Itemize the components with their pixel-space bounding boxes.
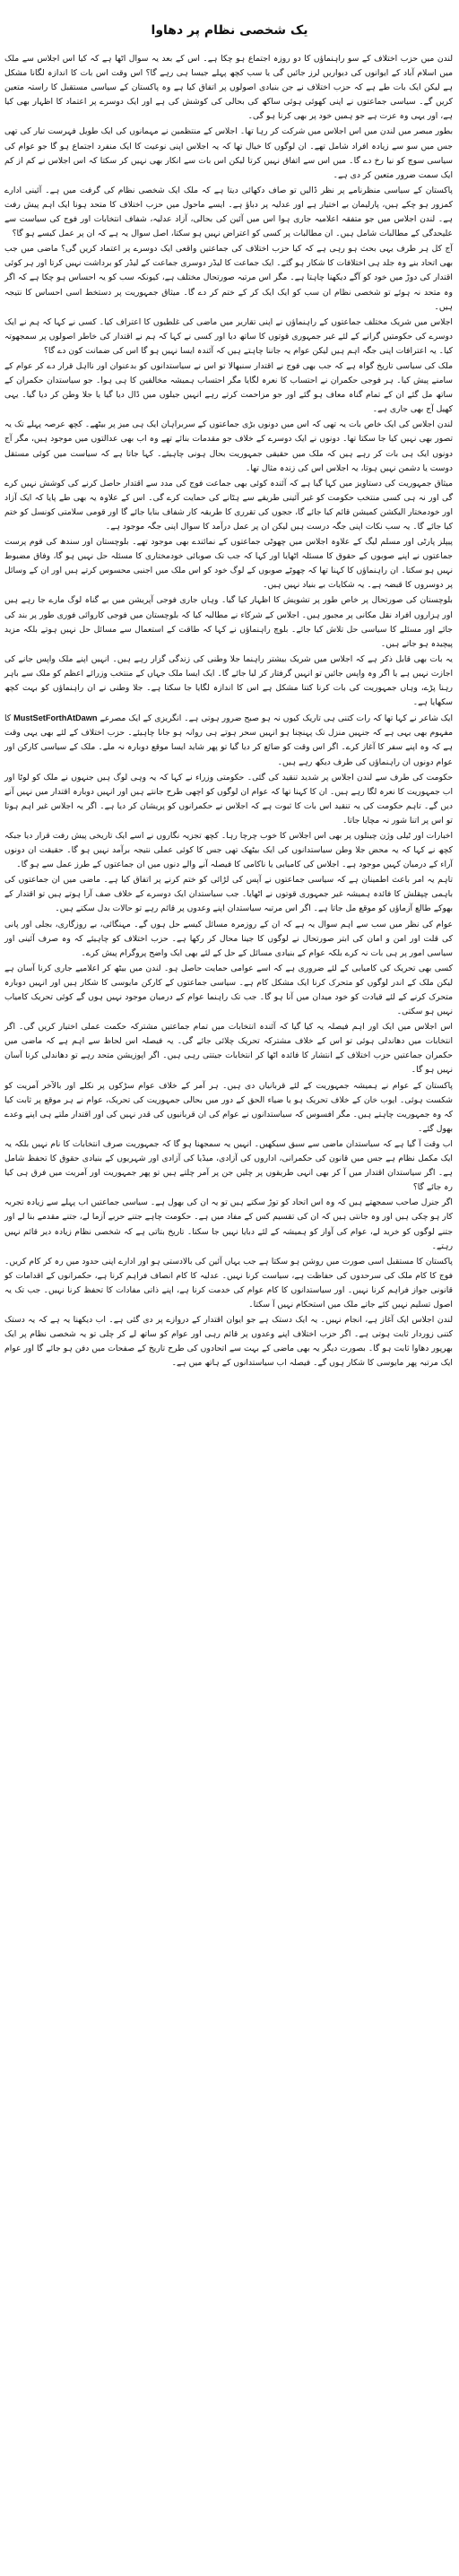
article-body [0,52,459,1370]
article-paragraph: تاہم یہ امر باعث اطمینان ہے کہ سیاسی جماعتوں نے آپس کی لڑائی کو ختم کرنے پر اتفاق کیا ہے۔ ماضی میں ان جماعتوں کی باہمی چپقلش کا فائدہ ہمیشہ غیر جمہوری قوتوں نے اٹھایا۔ جب سیاستدان ایک دوسرے کے خلاف صف آرا ہوتے ہیں تو اقتدار کے بھوکے طالع آزماؤں کو موقع مل جاتا ہے۔ اگر اس مرتبہ سیاستدان اپنے وعدوں پر قائم رہے تو حالات بدل سکتے ہیں۔ [4,875,453,914]
article-paragraph: بطور مبصر میں لندن میں اس اجلاس میں شرکت کر رہا تھا۔ اجلاس کے منتظمین نے مہمانوں کی ایک طویل فہرست تیار کی تھی جس میں سو سے زیادہ افراد شامل تھے۔ ان لوگوں کا خیال تھا کہ یہ اجلاس اپنی نوعیت کا ایک منفرد اجتماع ہو گا جو عوام کی سیاسی سوچ کو نیا رخ دے گا۔ میں اس سے اتفاق نہیں کرتا لیکن اس بات سے انکار بھی نہیں کر سکتا کہ اس اجلاس نے کم از کم ایک سمت ضرور متعین کر دی ہے۔ [4,126,453,180]
article-paragraph: بلوچستان کی صورتحال پر خاص طور پر تشویش کا اظہار کیا گیا۔ وہاں جاری فوجی آپریشن میں بے گناہ لوگ مارے جا رہے ہیں اور ہزاروں افراد نقل مکانی پر مجبور ہیں۔ اجلاس کے شرکاء نے مطالبہ کیا کہ بلوچستان میں فوجی کاروائی فوری طور پر بند کی جائے اور مسئلے کا سیاسی حل تلاش کیا جائے۔ بلوچ راہنماؤں نے کہا کہ طاقت کے استعمال سے مسائل حل نہیں ہوتے بلکہ مزید پیچیدہ ہو جاتے ہیں۔ [4,595,453,649]
article-paragraph: یہ بات بھی قابل ذکر ہے کہ اجلاس میں شریک بیشتر راہنما جلا وطنی کی زندگی گزار رہے ہیں۔ انہیں اپنے ملک واپس جانے کی اجازت نہیں ہے یا اگر وہ واپس جائیں تو انہیں گرفتار کر لیا جائے گا۔ ایک ایسا ملک جہاں کے منتخب وزرائے اعظم کو ملک سے باہر رہنا پڑے، وہاں جمہوریت کی بات کرنا کتنا مشکل ہے اس کا اندازہ لگایا جا سکتا ہے۔ جلا وطنی نے ان راہنماؤں کو بہت کچھ سکھایا ہے۔ [4,653,453,708]
article-paragraph: اب وقت آ گیا ہے کہ سیاستدان ماضی سے سبق سیکھیں۔ انہیں یہ سمجھنا ہو گا کہ جمہوریت صرف انتخابات کا نام نہیں بلکہ یہ ایک مکمل نظام ہے جس میں قانون کی حکمرانی، اداروں کی آزادی، میڈیا کی آزادی اور شہریوں کے بنیادی حقوق کا تحفظ شامل ہے۔ اگر سیاستدان اقتدار میں آ کر بھی انہی طریقوں پر چلیں جن پر آمر چلتے ہیں تو پھر جمہوریت اور آمریت میں فرق ہی کیا رہ جائے گا؟ [4,1138,453,1193]
article-paragraph: اجلاس میں شریک مختلف جماعتوں کے راہنماؤں نے اپنی تقاریر میں ماضی کی غلطیوں کا اعتراف کیا۔ کسی نے کہا کہ ہم نے ایک دوسرے کی حکومتیں گرانے کے لئے غیر جمہوری قوتوں کا ساتھ دیا اور کسی نے کہا کہ ہم نے اقتدار کی خاطر اصولوں پر سمجھوتہ کیا۔ یہ اعترافات اپنی جگہ اہم ہیں لیکن عوام یہ جاننا چاہتے ہیں کہ آئندہ ایسا نہیں ہو گا اس کی ضمانت کون دے گا؟ [4,316,453,356]
article-paragraph: کسی بھی تحریک کی کامیابی کے لئے ضروری ہے کہ اسے عوامی حمایت حاصل ہو۔ لندن میں بیٹھ کر اعلامیے جاری کرنا آسان ہے لیکن ملک کے اندر لوگوں کو متحرک کرنا ایک مشکل کام ہے۔ سیاسی جماعتوں کے کارکن مایوسی کا شکار ہیں اور انہیں دوبارہ متحرک کرنے کے لئے قیادت کو خود میدان میں آنا ہو گا۔ جب تک راہنما عوام کے درمیان موجود نہیں ہوں گے کوئی تحریک کامیاب نہیں ہو سکتی۔ [4,963,453,1017]
article-paragraph: اخبارات اور ٹیلی وژن چینلوں پر بھی اس اجلاس کا خوب چرچا رہا۔ کچھ تجزیہ نگاروں نے اسے ایک تاریخی پیش رفت قرار دیا جبکہ کچھ نے کہا کہ یہ محض جلا وطن سیاستدانوں کی ایک بیٹھک تھی جس کا کوئی عملی نتیجہ برآمد نہیں ہو گا۔ حقیقت ان دونوں آراء کے درمیان کہیں موجود ہے۔ اجلاس کی کامیابی یا ناکامی کا فیصلہ آنے والے دنوں میں ان جماعتوں کے طرز عمل سے ہو گا۔ [4,830,453,870]
article-paragraph: میثاق جمہوریت کی دستاویز میں کہا گیا ہے کہ آئندہ کوئی بھی جماعت فوج کی مدد سے اقتدار حاصل کرنے کی کوشش نہیں کرے گی اور نہ ہی کسی منتخب حکومت کو غیر آئینی طریقے سے ہٹانے کی حمایت کرے گی۔ اس کے علاوہ یہ بھی طے پایا کہ ایک آزاد اور خودمختار الیکشن کمیشن قائم کیا جائے گا، ججوں کی تقرری کا طریقہ کار شفاف بنایا جائے گا اور قومی سلامتی کونسل کو ختم کیا جائے گا۔ یہ سب نکات اپنی جگہ درست ہیں لیکن ان پر عمل درآمد کا سوال اپنی جگہ موجود ہے۔ [4,478,453,532]
article-paragraph: اگر جنرل صاحب سمجھتے ہیں کہ وہ اس اتحاد کو توڑ سکتے ہیں تو یہ ان کی بھول ہے۔ سیاسی جماعتیں اب پہلے سے زیادہ تجربہ کار ہو چکی ہیں اور وہ جانتی ہیں کہ ان کی تقسیم کس کے مفاد میں ہے۔ حکومت چاہے جتنے حربے آزما لے، جتنے مقدمے بنا لے اور جتنے لوگوں کو خرید لے، عوام کی آواز کو ہمیشہ کے لئے دبایا نہیں جا سکتا۔ تاریخ بتاتی ہے کہ شخصی نظام زیادہ دیر قائم نہیں رہتے۔ [4,1197,453,1251]
article-paragraph: پاکستان کے سیاسی منظرنامے پر نظر ڈالیں تو صاف دکھائی دیتا ہے کہ ملک ایک شخصی نظام کی گرفت میں ہے۔ آئینی ادارے کمزور ہو چکے ہیں، پارلیمان بے اختیار ہے اور عدلیہ پر دباؤ ہے۔ ایسے ماحول میں حزب اختلاف کا متحد ہونا ایک اہم پیش رفت ہے۔ لندن اجلاس میں جو متفقہ اعلامیہ جاری ہوا اس میں آئین کی بحالی، آزاد عدلیہ، شفاف انتخابات اور فوج کی سیاست سے علیحدگی کے مطالبات شامل ہیں۔ ان مطالبات پر کسی کو اعتراض نہیں ہو سکتا، اصل سوال یہ ہے کہ ان پر عمل کیسے ہو گا؟ [4,185,453,239]
article-paragraph: آج کل ہر طرف یہی بحث ہو رہی ہے کہ کیا حزب اختلاف کی جماعتیں واقعی ایک دوسرے پر اعتماد کریں گی؟ ماضی میں جب بھی اتحاد بنے وہ جلد ہی اختلافات کا شکار ہو گئے۔ ایک جماعت کا لیڈر دوسری جماعت کے لیڈر کو برداشت نہیں کرتا اور ہر کوئی اقتدار کی دوڑ میں خود کو آگے دیکھنا چاہتا ہے۔ مگر اس مرتبہ صورتحال مختلف ہے، کیونکہ سب کو یہ احساس ہو چکا ہے کہ اگر وہ متحد نہ ہوئے تو شخصی نظام ان سب کو ایک ایک کر کے ختم کر دے گا۔ میثاق جمہوریت پر دستخط اسی احساس کا نتیجہ ہیں۔ [4,244,453,312]
article-paragraph: لندن اجلاس ایک آغاز ہے، انجام نہیں۔ یہ ایک دستک ہے جو ایوان اقتدار کے دروازے پر دی گئی ہے۔ اب دیکھنا یہ ہے کہ یہ دستک کتنی زوردار ثابت ہوتی ہے۔ اگر حزب اختلاف اپنے وعدوں پر قائم رہی اور عوام کو ساتھ لے کر چلی تو یہ شخصی نظام پر ایک بھرپور دھاوا ثابت ہو گا۔ بصورت دیگر یہ بھی ماضی کے بہت سے اتحادوں کی طرح تاریخ کے صفحات میں دفن ہو جائے گا اور عوام ایک مرتبہ پھر مایوسی کا شکار ہوں گے۔ فیصلہ اب سیاستدانوں کے ہاتھ میں ہے۔ [4,1315,453,1369]
article-paragraph: حکومت کی طرف سے لندن اجلاس پر شدید تنقید کی گئی۔ حکومتی وزراء نے کہا کہ یہ وہی لوگ ہیں جنہوں نے ملک کو لوٹا اور اب جمہوریت کا نعرہ لگا رہے ہیں۔ ان کا کہنا تھا کہ عوام ان لوگوں کو اچھی طرح جانتے ہیں اور انہیں دوبارہ اقتدار میں نہیں آنے دیں گے۔ تاہم حکومت کی یہ تنقید اس بات کا ثبوت ہے کہ اجلاس نے حکمرانوں کو پریشان کر دیا ہے۔ اگر یہ اجلاس غیر اہم ہوتا تو اس پر اتنا شور نہ مچایا جاتا۔ [4,772,453,826]
article-paragraph: ایک شاعر نے کہا تھا کہ رات کتنی ہی تاریک کیوں نہ ہو صبح ضرور ہوتی ہے۔ انگریزی کے ایک مصرعے MustSetForthAtDawn کا مفہوم بھی یہی ہے کہ جنہیں منزل تک پہنچنا ہو انہیں سحر ہوتے ہی روانہ ہو جانا چاہیئے۔ حزب اختلاف کے لئے بھی یہی وقت ہے کہ وہ اپنے سفر کا آغاز کرے۔ اگر اس وقت کو ضائع کر دیا گیا تو پھر شاید ایسا موقع دوبارہ نہ ملے۔ ملک کے سیاسی کارکن اور عوام دونوں ان راہنماؤں کی طرف دیکھ رہے ہیں۔ [4,713,453,767]
inline-latin-text: MustSetForthAtDawn [13,713,98,723]
article-paragraph: پاکستان کے عوام نے ہمیشہ جمہوریت کے لئے قربانیاں دی ہیں۔ ہر آمر کے خلاف عوام سڑکوں پر نکلے اور بالآخر آمریت کو شکست ہوئی۔ ایوب خان کے خلاف تحریک ہو یا ضیاء الحق کے دور میں بحالی جمہوریت کی تحریک، عوام نے ہر موقع پر ثابت کیا کہ وہ جمہوریت چاہتے ہیں۔ مگر افسوس کہ سیاستدانوں نے عوام کی ان قربانیوں کی قدر نہیں کی اور اقتدار ملتے ہی اپنے وعدے بھول گئے۔ [4,1080,453,1134]
article-paragraph: لندن اجلاس کی ایک خاص بات یہ تھی کہ اس میں دونوں بڑی جماعتوں کے سربراہان ایک ہی میز پر بیٹھے۔ کچھ عرصہ پہلے تک یہ تصور بھی نہیں کیا جا سکتا تھا۔ دونوں نے ایک دوسرے کے خلاف جو مقدمات بنائے تھے وہ اب بھی عدالتوں میں موجود ہیں، مگر آج دونوں ایک ہی بات کر رہے ہیں کہ ملک میں حقیقی جمہوریت بحال ہونی چاہیئے۔ کہا جاتا ہے کہ سیاست میں کوئی مستقل دوست یا دشمن نہیں ہوتا، یہ اجلاس اس کی زندہ مثال تھا۔ [4,419,453,473]
article-paragraph: عوام کی نظر میں سب سے اہم سوال یہ ہے کہ ان کے روزمرہ مسائل کیسے حل ہوں گے۔ مہنگائی، بے روزگاری، بجلی اور پانی کی قلت اور امن و امان کی ابتر صورتحال نے لوگوں کا جینا محال کر رکھا ہے۔ حزب اختلاف کو چاہیئے کہ وہ صرف آئینی اور سیاسی امور پر ہی بات نہ کرے بلکہ عوام کے بنیادی مسائل کے حل کے لئے بھی ایک واضح پروگرام پیش کرے۔ [4,919,453,958]
article-paragraph: اس اجلاس میں ایک اور اہم فیصلہ یہ کیا گیا کہ آئندہ انتخابات میں تمام جماعتیں مشترکہ حکمت عملی اختیار کریں گی۔ اگر انتخابات میں دھاندلی ہوئی تو اس کے خلاف مشترکہ تحریک چلائی جائے گی۔ یہ فیصلہ اس لحاظ سے اہم ہے کہ ماضی میں حکمران جماعتیں حزب اختلاف کے انتشار کا فائدہ اٹھا کر انتخابات جیتتی رہی ہیں۔ اگر اپوزیشن متحد رہے تو دھاندلی کرنا آسان نہیں ہو گا۔ [4,1022,453,1076]
article-paragraph: پاکستان کا مستقبل اسی صورت میں روشن ہو سکتا ہے جب یہاں آئین کی بالادستی ہو اور ادارے اپنی حدود میں رہ کر کام کریں۔ فوج کا کام ملک کی سرحدوں کی حفاظت ہے، سیاست کرنا نہیں۔ عدلیہ کا کام انصاف فراہم کرنا ہے، حکمرانوں کے اقدامات کو قانونی جواز فراہم کرنا نہیں۔ اور سیاستدانوں کا کام عوام کی خدمت کرنا ہے، اپنے ذاتی مفادات کا تحفظ کرنا نہیں۔ جب تک یہ اصول تسلیم نہیں کئے جاتے ملک میں استحکام نہیں آ سکتا۔ [4,1256,453,1310]
headline: یک شخصی نظام پر دھاوا [151,23,308,38]
article-paragraph: پیپلز پارٹی اور مسلم لیگ کے علاوہ اجلاس میں چھوٹی جماعتوں کے نمائندے بھی موجود تھے۔ بلوچستان اور سندھ کی قوم پرست جماعتوں نے اپنے صوبوں کے حقوق کا مسئلہ اٹھایا اور کہا کہ جب تک صوبائی خودمختاری کا مسئلہ حل نہیں ہو گا، وفاق مضبوط نہیں ہو سکتا۔ ان راہنماؤں کا کہنا تھا کہ چھوٹے صوبوں کے لوگ خود کو اس ملک میں اجنبی محسوس کرتے ہیں اور ان کے وسائل پر دوسروں کا قبضہ ہے۔ یہ شکایات بے بنیاد نہیں ہیں۔ [4,537,453,591]
article-paragraph: ملک کی سیاسی تاریخ گواہ ہے کہ جب بھی فوج نے اقتدار سنبھالا تو اس نے سیاستدانوں کو بدعنوان اور نااہل قرار دے کر عوام کے سامنے پیش کیا۔ ہر فوجی حکمران نے احتساب کا نعرہ لگایا مگر احتساب ہمیشہ مخالفین کا ہی ہوا۔ جو سیاستدان حکمران کے ساتھ مل گئے ان کے تمام گناہ معاف ہو گئے اور جو مزاحمت کرتے رہے انہیں جیلوں میں ڈال دیا گیا یا جلا وطن کر دیا گیا۔ یہی کھیل آج بھی جاری ہے۔ [4,360,453,415]
article-paragraph: لندن میں حزب اختلاف کے سو راہنماؤں کا دو روزہ اجتماع ہو چکا ہے۔ اس کے بعد یہ سوال اٹھا ہے کہ کیا اس اجلاس سے ملک میں اسلام آباد کے ایوانوں کی دیواریں لرز جائیں گی یا سب کچھ پہلے جیسا ہی رہے گا؟ اس وقت اس بات کا اندازہ لگانا مشکل ہے لیکن ایک بات طے ہے کہ حزب اختلاف نے جن بنیادی اصولوں پر اتفاق کیا ہے وہ پاکستان کے سیاسی مستقبل کا راستہ متعین کریں گے۔ سیاسی جماعتوں نے اپنی کھوئی ہوئی ساکھ کی بحالی کی کوشش کی ہے اور ایک دوسرے پر اعتماد کا اظہار بھی کیا ہے، اور یہی وہ عزت ہے جو ہمیں خود پر بھی کرنا ہو گی۔ [4,54,453,122]
